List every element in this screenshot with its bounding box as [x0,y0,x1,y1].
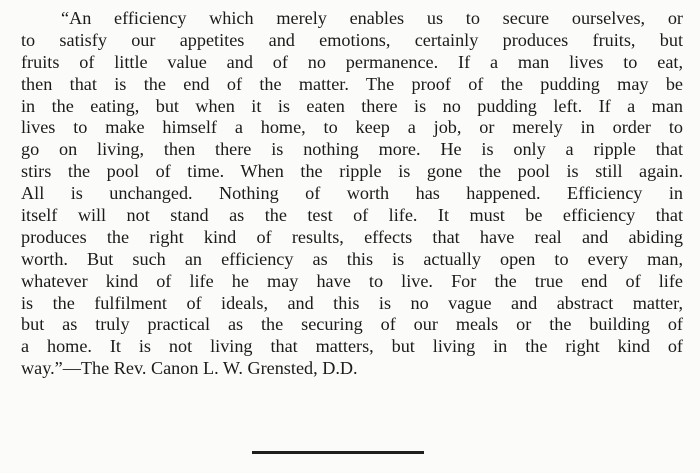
quote-line: “An efficiency which merely enables us to secure ourselves, or [61,8,683,28]
quote-line: whatever kind of life he may have to live. For the true end of life [21,270,683,291]
quote-line: go on living, then there is nothing more. He is only a ripple that [21,139,683,160]
quote-attribution-line: way.”—The Rev. Canon L. W. Grensted, D.D. [21,358,358,379]
quote-line: a home. It is not living that matters, but living in the right kind of [21,336,683,357]
quote-line: fruits of little value and of no permanence. If a man lives to eat, [21,51,683,72]
quote-line: but as truly practical as the securing of our meals or the building of [21,314,683,335]
quote-line: to satisfy our appetites and emotions, certainly produces fruits, but [21,29,683,50]
quote-block [21,8,683,380]
quote-line: All is unchanged. Nothing of worth has happened. Efficiency in [21,183,683,204]
section-divider-rule [252,451,424,454]
quote-line: in the eating, but when it is eaten there is no pudding left. If a man [21,95,683,116]
quote-line: itself will not stand as the test of life. It must be efficiency that [21,205,683,226]
quote-line: stirs the pool of time. When the ripple is gone the pool is still again. [21,161,683,182]
quote-line: lives to make himself a home, to keep a job, or merely in order to [21,117,683,138]
quote-line: is the fulfilment of ideals, and this is no vague and abstract matter, [21,292,683,313]
quote-line: produces the right kind of results, effects that have real and abiding [21,226,683,247]
quote-line: then that is the end of the matter. The proof of the pudding may be [21,73,683,94]
quote-line: worth. But such an efficiency as this is actually open to every man, [21,248,683,269]
